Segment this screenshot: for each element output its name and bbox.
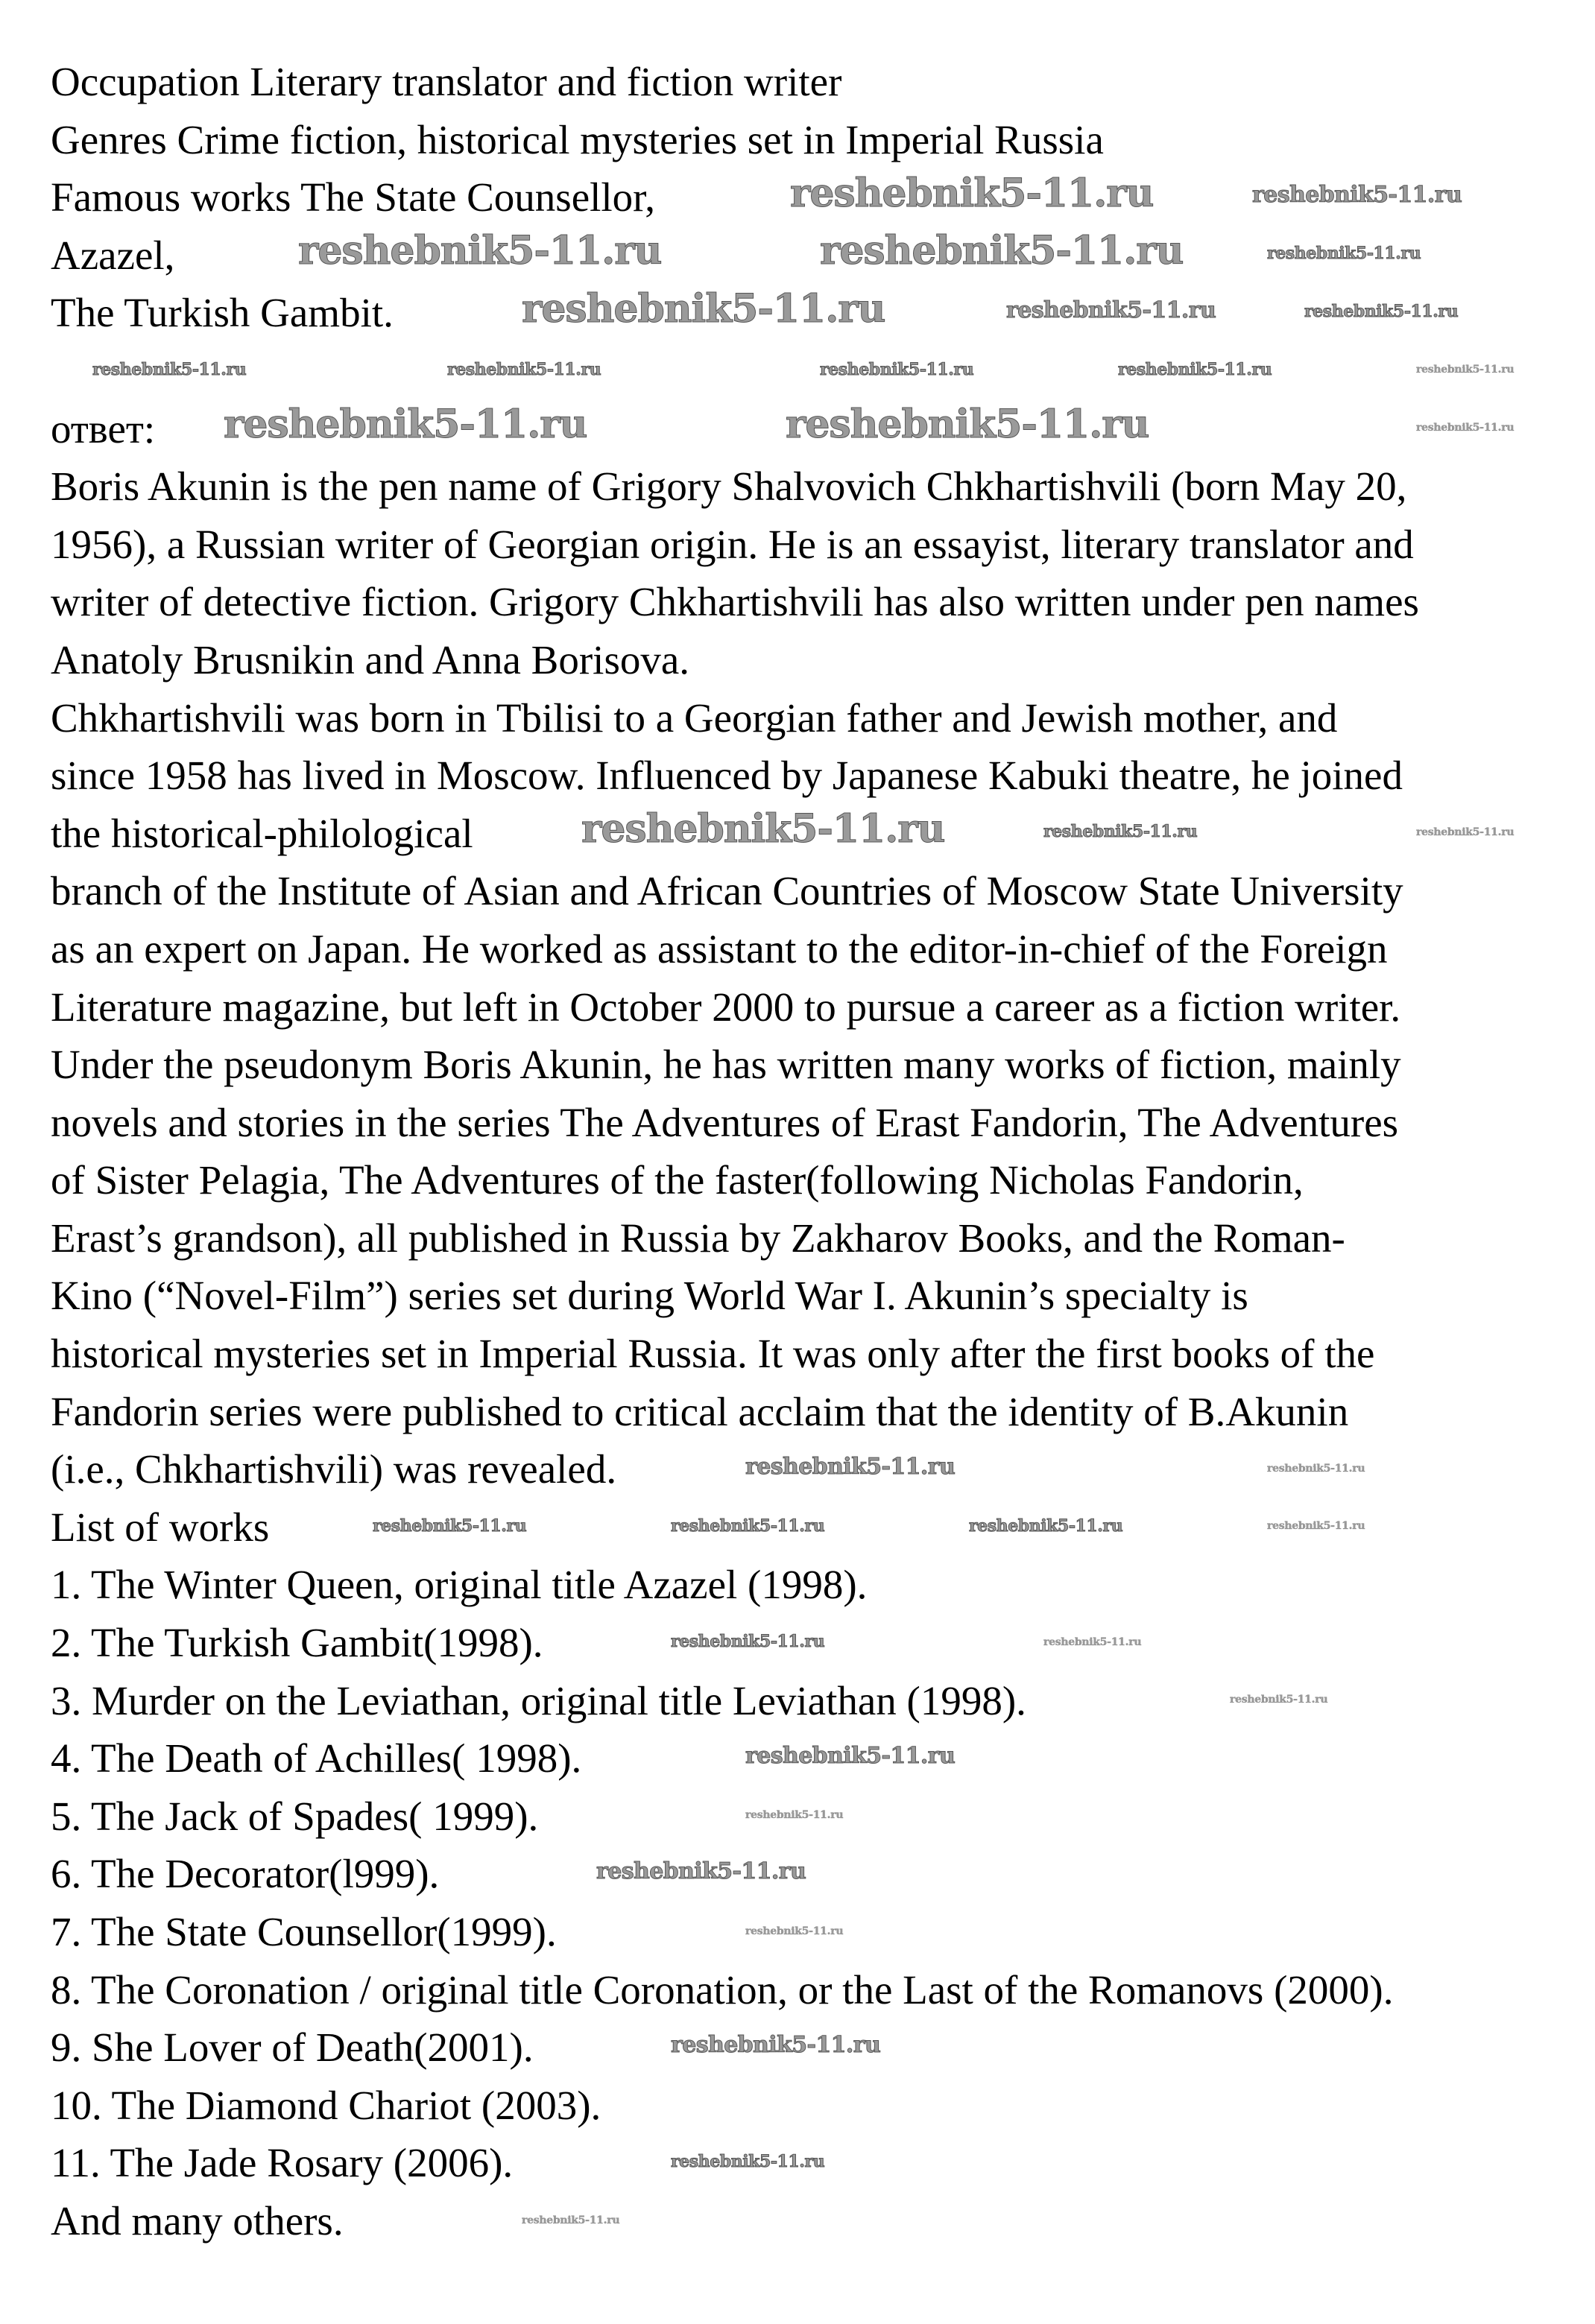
work-item: 5. The Jack of Spades( 1999). <box>51 1793 539 1839</box>
header-line: Genres Crime fiction, historical mysteries set in Imperial Russia <box>51 116 1104 162</box>
watermark: reshebnik5-11.ru <box>596 1858 806 1885</box>
paragraph-line: Chkhartishvili was born in Tbilisi to a Georgian father and Jewish mother, and <box>51 694 1338 741</box>
watermark: reshebnik5-11.ru <box>671 2032 881 2059</box>
paragraph-line: writer of detective fiction. Grigory Chkhartishvili has also written under pen names <box>51 579 1419 625</box>
watermark: reshebnik5-11.ru <box>671 1631 825 1651</box>
watermark: reshebnik5-11.ru <box>522 286 885 332</box>
watermark: reshebnik5-11.ru <box>298 228 662 274</box>
header-line: Famous works The State Counsellor, <box>51 174 656 221</box>
watermark: reshebnik5-11.ru <box>671 2152 825 2172</box>
watermark: reshebnik5-11.ru <box>1006 297 1216 324</box>
watermark: reshebnik5-11.ru <box>1043 822 1198 842</box>
watermark: reshebnik5-11.ru <box>820 359 974 379</box>
watermark: reshebnik5-11.ru <box>1043 1636 1142 1648</box>
work-item: 10. The Diamond Chariot (2003). <box>51 2082 601 2128</box>
paragraph-line: Boris Akunin is the pen name of Grigory Shalvovich Chkhartishvili (born May 20, <box>51 463 1407 510</box>
work-item: 1. The Winter Queen, original title Azazel (1998). <box>51 1562 868 1608</box>
watermark: reshebnik5-11.ru <box>1416 364 1515 376</box>
document-body <box>51 53 1419 2250</box>
watermark: reshebnik5-11.ru <box>1416 826 1515 839</box>
watermark: reshebnik5-11.ru <box>745 1925 844 1937</box>
watermark: reshebnik5-11.ru <box>1252 182 1462 208</box>
watermark: reshebnik5-11.ru <box>820 228 1184 274</box>
work-item: 4. The Death of Achilles( 1998). <box>51 1735 582 1782</box>
work-item: 6. The Decorator(l999). <box>51 1851 440 1897</box>
paragraph-line: Anatoly Brusnikin and Anna Borisova. <box>51 636 690 683</box>
watermark: reshebnik5-11.ru <box>1118 359 1272 379</box>
watermark: reshebnik5-11.ru <box>786 402 1149 448</box>
watermark: reshebnik5-11.ru <box>581 806 945 852</box>
header-line: The Turkish Gambit. <box>51 290 394 336</box>
answer-text <box>51 457 1419 1498</box>
paragraph-line: as an expert on Japan. He worked as assistant to the editor-in-chief of the Foreign <box>51 925 1388 972</box>
watermark: reshebnik5-11.ru <box>1304 302 1459 321</box>
answer-label: ответ: <box>51 405 156 452</box>
watermark: reshebnik5-11.ru <box>447 359 601 379</box>
watermark: reshebnik5-11.ru <box>671 1516 825 1536</box>
work-item: 7. The State Counsellor(1999). <box>51 1909 557 1954</box>
watermark: reshebnik5-11.ru <box>522 2214 620 2226</box>
paragraph-line: (i.e., Chkhartishvili) was revealed. <box>51 1446 617 1492</box>
watermark: reshebnik5-11.ru <box>92 359 247 379</box>
watermark: reshebnik5-11.ru <box>745 1809 844 1822</box>
watermark: reshebnik5-11.ru <box>1230 1694 1328 1706</box>
work-item: 9. She Lover of Death(2001). <box>51 2024 534 2071</box>
paragraph-line: since 1958 has lived in Moscow. Influenced by Japanese Kabuki theatre, he joined <box>51 753 1403 799</box>
work-item: 3. Murder on the Leviathan, original title Leviathan (1998). <box>51 1677 1026 1723</box>
paragraph-line: Literature magazine, but left in October 2000 to pursue a career as a fiction writer. <box>51 984 1401 1030</box>
watermark: reshebnik5-11.ru <box>1416 422 1515 434</box>
paragraph-line: Under the pseudonym Boris Akunin, he has written many works of fiction, mainly <box>51 1042 1401 1088</box>
header-line: Occupation Literary translator and fiction writer <box>51 59 842 104</box>
watermark: reshebnik5-11.ru <box>745 1743 956 1770</box>
watermark: reshebnik5-11.ru <box>373 1516 527 1536</box>
watermark: reshebnik5-11.ru <box>1267 1462 1365 1475</box>
closing-line: And many others. <box>51 2197 344 2244</box>
paragraph-line: novels and stories in the series The Adventures of Erast Fandorin, The Adventures <box>51 1099 1399 1145</box>
list-title: List of works <box>51 1504 270 1550</box>
paragraph-line: Fandorin series were published to critical acclaim that the identity of B.Akunin <box>51 1388 1349 1434</box>
work-item: 2. The Turkish Gambit(1998). <box>51 1620 543 1666</box>
watermark: reshebnik5-11.ru <box>745 1454 956 1481</box>
paragraph-line: Erast’s grandson), all published in Russia by Zakharov Books, and the Roman- <box>51 1215 1345 1261</box>
watermark: reshebnik5-11.ru <box>790 170 1154 216</box>
paragraph-line: branch of the Institute of Asian and African Countries of Moscow State University <box>51 868 1403 914</box>
paragraph-line: historical mysteries set in Imperial Russia. It was only after the first books of the <box>51 1331 1375 1377</box>
paragraph-line: of Sister Pelagia, The Adventures of the faster(following Nicholas Fandorin, <box>51 1157 1304 1203</box>
paragraph-line: the historical-philological <box>51 810 473 856</box>
paragraph-line: Kino (“Novel-Film”) series set during World War I. Akunin’s specialty is <box>51 1273 1248 1319</box>
work-item: 11. The Jade Rosary (2006). <box>51 2140 514 2186</box>
paragraph-line: 1956), a Russian writer of Georgian origin. He is an essayist, literary translator and <box>51 521 1414 567</box>
watermark: reshebnik5-11.ru <box>1267 244 1421 264</box>
watermark: reshebnik5-11.ru <box>1267 1520 1365 1533</box>
header-line: Azazel, <box>51 232 175 278</box>
watermark: reshebnik5-11.ru <box>224 402 587 448</box>
work-item: 8. The Coronation / original title Coronation, or the Last of the Romanovs (2000). <box>51 1966 1394 2013</box>
watermark: reshebnik5-11.ru <box>969 1516 1123 1536</box>
